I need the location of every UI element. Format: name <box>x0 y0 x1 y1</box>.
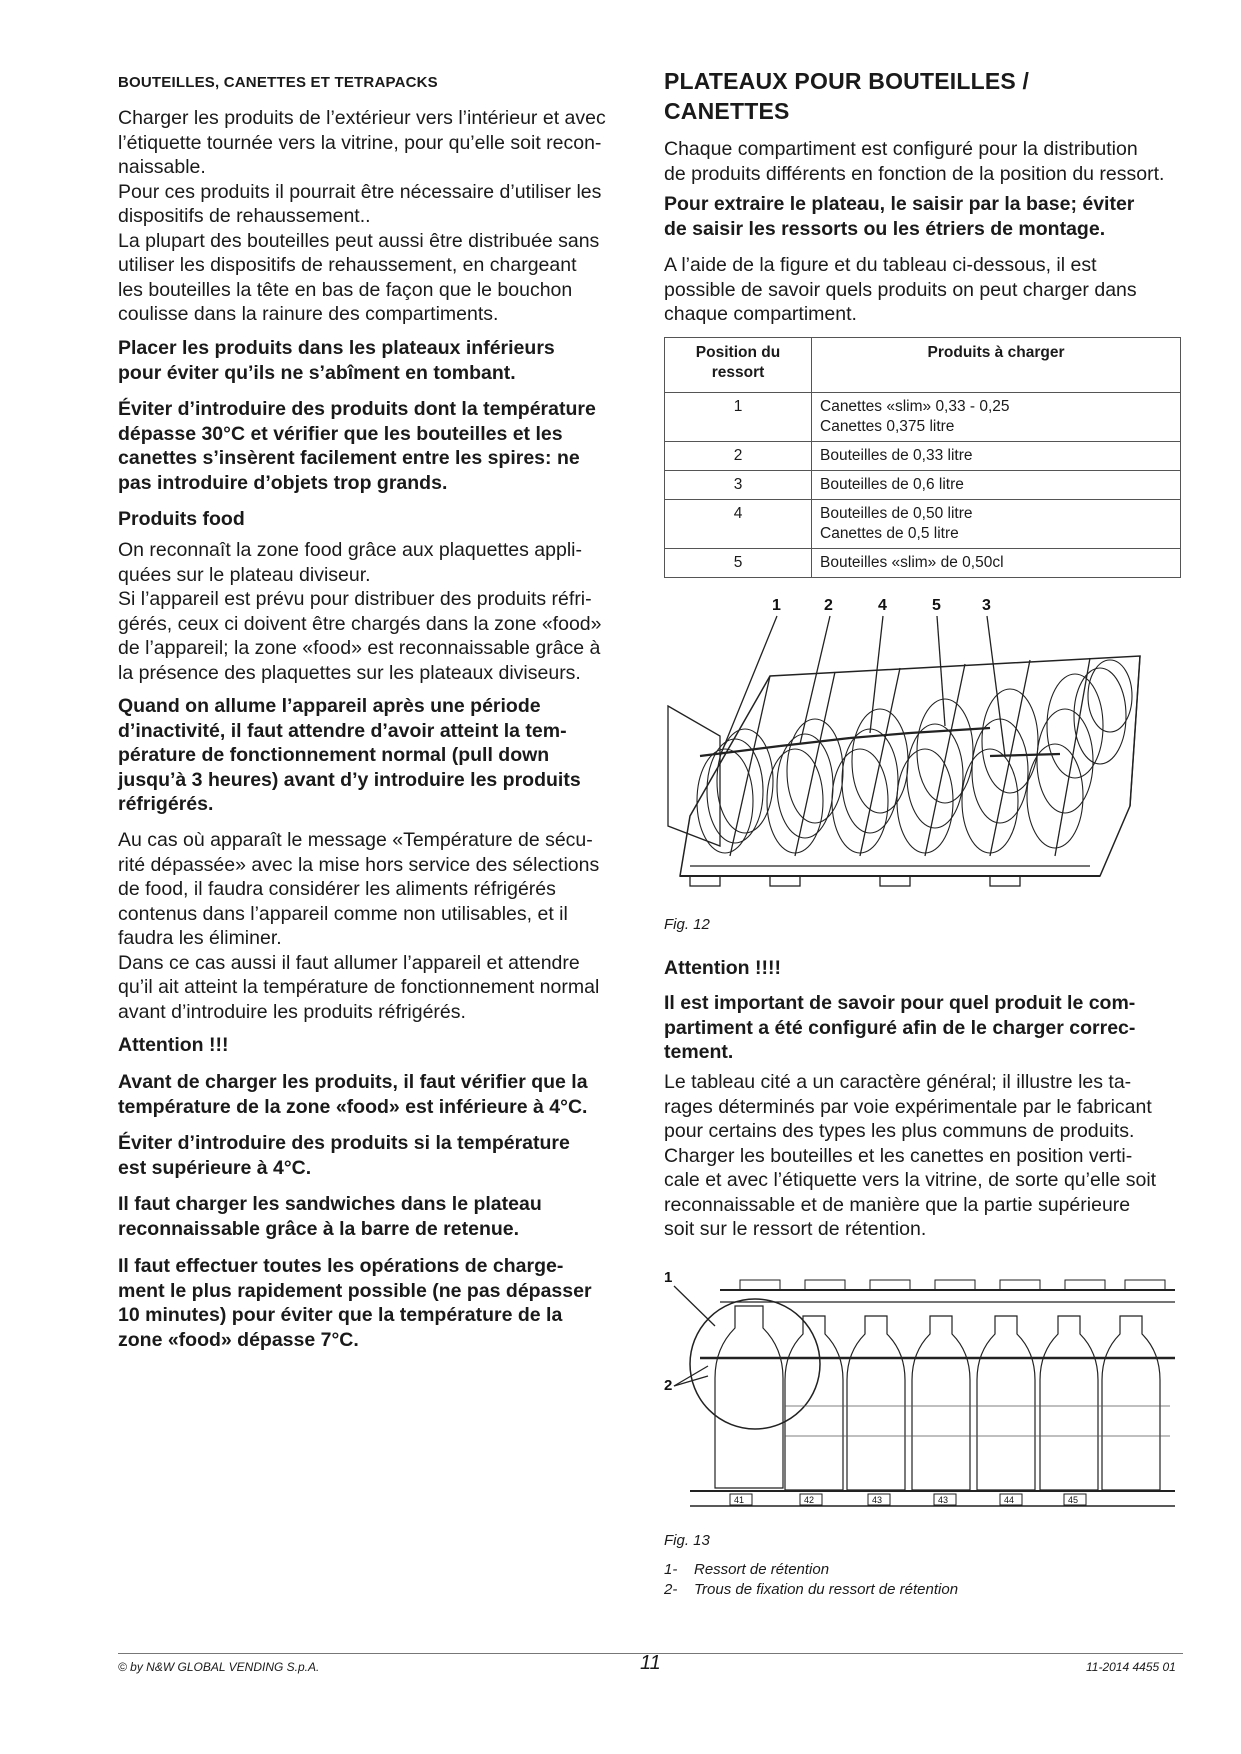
table-cell-products: Canettes «slim» 0,33 - 0,25 Canettes 0,375 litre <box>812 393 1181 442</box>
warning-food-4c: Avant de charger les produits, il faut vérifier que la température de la zone «food» est inférieure à 4°C. <box>118 1071 588 1118</box>
fig13-slot-label: 45 <box>1068 1495 1079 1505</box>
fig13-slot-label: 41 <box>734 1495 745 1505</box>
table-header-position: Position du ressort <box>665 338 812 393</box>
fig12-callout-3: 3 <box>982 597 991 614</box>
bottles-paragraph: Charger les produits de l’extérieur vers l’intérieur et avec l’étiquette tournée vers la vitrine, pour qu’elle soit recon- naissable. Pour ces produits il pourrait être nécessaire d’utiliser les dispositifs de rehaussement.. La plupart des bouteilles peut aussi être distribuée sans utiliser les dispositifs de rehaussement, en chargeant les bouteilles la tête en bas de façon que le bouchon coulisse dans la rainure des compartiments. <box>118 107 606 325</box>
warning-sandwiches: Il faut charger les sandwiches dans le plateau reconnaissable grâce à la barre de retenue. <box>118 1193 542 1240</box>
table-cell-position: 2 <box>665 442 812 471</box>
warning-product-config: Il est important de savoir pour quel produit le com- partiment a été configuré afin de le charger correc- tement. <box>664 992 1136 1063</box>
table-row <box>665 500 1181 549</box>
fig13-slot-label: 43 <box>938 1495 949 1505</box>
footer-copyright: © by N&W GLOBAL VENDING S.p.A. <box>118 1660 320 1674</box>
warning-extract-tray: Pour extraire le plateau, le saisir par la base; éviter de saisir les ressorts ou les étriers de montage. <box>664 193 1135 240</box>
table-row <box>665 549 1181 578</box>
fig13-callout-2: 2 <box>664 1377 673 1394</box>
fig13-callout-1: 1 <box>664 1269 673 1286</box>
table-cell-products: Bouteilles de 0,6 litre <box>812 471 1181 500</box>
table-header-products: Produits à charger <box>812 338 1181 393</box>
trays-intro-paragraph: Chaque compartiment est configuré pour la distribution de produits différents en fonction de la position du ressort. <box>664 138 1165 185</box>
table-cell-position: 4 <box>665 500 812 549</box>
warning-pull-down: Quand on allume l’appareil après une période d’inactivité, il faut attendre d’avoir atteint la tem- pérature de fonctionnement normal (pull down jusqu’à 3 heures) avant d’y introduire les produits réfrigérés. <box>118 695 581 815</box>
fig12-tray-illustration <box>660 596 1180 896</box>
safety-temperature-paragraph: Au cas où apparaît le message «Température de sécu- rité dépassée» avec la mise hors service des sélections de food, il faudra considérer les aliments réfrigérés contenus dans l’appareil comme non utilisables, et il faudra les éliminer. Dans ce cas aussi il faut allumer l’appareil et attendre qu’il ait atteint la température de fonctionnement normal avant d’introduire les produits réfrigérés. <box>118 829 600 1023</box>
page-title: PLATEAUX POUR BOUTEILLES / CANETTES <box>664 68 1030 124</box>
food-subtitle: Produits food <box>118 508 245 530</box>
table-cell-products: Bouteilles «slim» de 0,50cl <box>812 549 1181 578</box>
table-header-row <box>665 338 1181 393</box>
warning-temperature-30: Éviter d’introduire des produits dont la température dépasse 30°C et vérifier que les bouteilles et les canettes s’insèrent facilement entre les spires: ne pas introduire d’objets trop grands. <box>118 398 596 494</box>
spring-position-table <box>664 337 1181 578</box>
food-paragraph: On reconnaît la zone food grâce aux plaquettes appli- quées sur le plateau diviseur. Si l’appareil est prévu pour distribuer des produits réfri- gérés, ceux ci doivent être chargés dans la zone «food» de l’appareil; la zone «food» est reconnaissable grâce à la présence des plaquettes sur les plateaux diviseurs. <box>118 539 602 684</box>
attention-heading-left: Attention !!! <box>118 1034 229 1056</box>
table-cell-position: 3 <box>665 471 812 500</box>
table-cell-position: 5 <box>665 549 812 578</box>
fig13-caption: Fig. 13 <box>664 1532 710 1549</box>
footer-doc-code: 11-2014 4455 01 <box>1086 1660 1176 1674</box>
table-general-paragraph: Le tableau cité a un caractère général; il illustre les ta- rages déterminés par voie expérimentale par le fabricant pour certains des types les plus communs de produits. Charger les bouteilles et les canettes en position verti- cale et avec l’étiquette vers la vitrine, de sorte qu’elle soit reconnaissable et de manière que la partie supérieure soit sur le ressort de rétention. <box>664 1071 1157 1240</box>
warning-lower-trays: Placer les produits dans les plateaux inférieurs pour éviter qu’ils ne s’abîment en tombant. <box>118 337 555 384</box>
table-intro-paragraph: A l’aide de la figure et du tableau ci-dessous, il est possible de savoir quels produits on peut charger dans chaque compartiment. <box>664 254 1137 325</box>
table-row <box>665 442 1181 471</box>
warning-above-4c: Éviter d’introduire des produits si la température est supérieure à 4°C. <box>118 1132 570 1179</box>
fig13-slot-label: 43 <box>872 1495 883 1505</box>
table-row <box>665 393 1181 442</box>
table-cell-products: Bouteilles de 0,50 litre Canettes de 0,5 litre <box>812 500 1181 549</box>
legend-item: 1- Ressort de rétention <box>664 1561 830 1578</box>
fig12-callout-5: 5 <box>932 597 941 614</box>
fig12-callout-1: 1 <box>772 597 781 614</box>
fig12-callout-4: 4 <box>878 597 887 614</box>
warning-loading-time: Il faut effectuer toutes les opérations de charge- ment le plus rapidement possible (ne pas dépasser 10 minutes) pour éviter que la température de la zone «food» dépasse 7°C. <box>118 1255 592 1351</box>
attention-heading-right: Attention !!!! <box>664 957 781 979</box>
legend-item: 2- Trous de fixation du ressort de rétention <box>664 1581 959 1598</box>
page-number: 11 <box>640 1652 661 1674</box>
fig12-callout-2: 2 <box>824 597 833 614</box>
fig13-slot-label: 42 <box>804 1495 815 1505</box>
fig13-bottles-illustration <box>660 1266 1180 1526</box>
fig13-slot-label: 44 <box>1004 1495 1015 1505</box>
table-row <box>665 471 1181 500</box>
table-cell-position: 1 <box>665 393 812 442</box>
table-cell-products: Bouteilles de 0,33 litre <box>812 442 1181 471</box>
fig12-caption: Fig. 12 <box>664 916 710 933</box>
fig13-legend <box>664 1560 958 1600</box>
section-title-bottles: BOUTEILLES, CANETTES ET TETRAPACKS <box>118 74 438 91</box>
